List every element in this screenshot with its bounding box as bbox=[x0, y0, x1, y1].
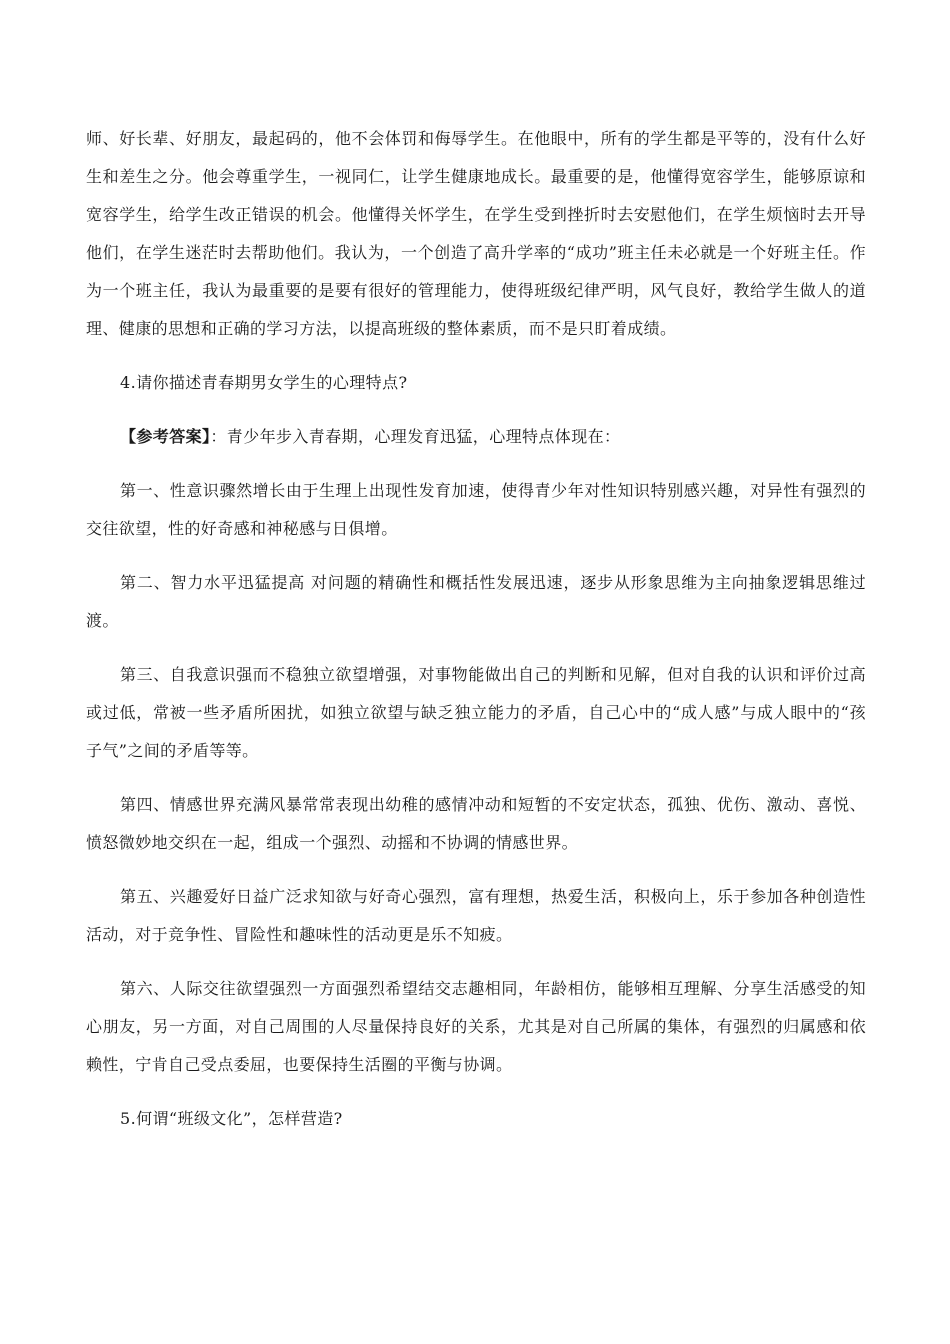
point-5: 第五、兴趣爱好日益广泛求知欲与好奇心强烈，富有理想，热爱生活，积极向上，乐于参加各种创造性活动，对于竞争性、冒险性和趣味性的活动更是乐不知疲。 bbox=[86, 887, 866, 944]
point-6: 第六、人际交往欲望强烈一方面强烈希望结交志趣相同，年龄相仿，能够相互理解、分享生活感受的知心朋友，另一方面，对自己周围的人尽量保持良好的关系，尤其是对自己所属的集体，有强烈的归属感和依赖性，宁肯自己受点委屈，也要保持生活圈的平衡与协调。 bbox=[86, 979, 866, 1074]
point-4: 第四、情感世界充满风暴常常表现出幼稚的感情冲动和短暂的不安定状态，孤独、优伤、激动、喜悦、愤怒微妙地交织在一起，组成一个强烈、动摇和不协调的情感世界。 bbox=[86, 795, 866, 852]
question-5: 5.何谓“班级文化”，怎样营造? bbox=[120, 1109, 343, 1128]
point-3: 第三、自我意识强而不稳独立欲望增强，对事物能做出自己的判断和见解，但对自我的认识和评价过高或过低，常被一些矛盾所困扰，如独立欲望与缺乏独立能力的矛盾，自己心中的“成人感”与成人眼中的“孩子气”之间的矛盾等等。 bbox=[86, 665, 866, 760]
answer-intro-text: ：青少年步入青春期，心理发育迅猛，心理特点体现在： bbox=[210, 427, 621, 446]
answer-intro-paragraph bbox=[86, 418, 866, 456]
document-body bbox=[86, 120, 866, 1138]
question-4: 4.请你描述青春期男女学生的心理特点? bbox=[120, 373, 408, 392]
point-2: 第二、智力水平迅猛提高 对问题的精确性和概括性发展迅速，逐步从形象思维为主向抽象逻辑思维过渡。 bbox=[86, 573, 866, 630]
answer-label: 【参考答案】 bbox=[120, 427, 211, 446]
paragraph-continuation: 师、好长辈、好朋友，最起码的，他不会体罚和侮辱学生。在他眼中，所有的学生都是平等的，没有什么好生和差生之分。他会尊重学生，一视同仁，让学生健康地成长。最重要的是，他懂得宽容学生，能够原谅和宽容学生，给学生改正错误的机会。他懂得关怀学生，在学生受到挫折时去安慰他们，在学生烦恼时去开导他们，在学生迷茫时去帮助他们。我认为，一个创造了高升学率的“成功”班主任未必就是一个好班主任。作为一个班主任，我认为最重要的是要有很好的管理能力，使得班级纪律严明，风气良好，教给学生做人的道理、健康的思想和正确的学习方法，以提高班级的整体素质，而不是只盯着成绩。 bbox=[86, 129, 866, 338]
point-1: 第一、性意识骤然增长由于生理上出现性发育加速，使得青少年对性知识特别感兴趣，对异性有强烈的交往欲望，性的好奇感和神秘感与日俱增。 bbox=[86, 481, 866, 538]
